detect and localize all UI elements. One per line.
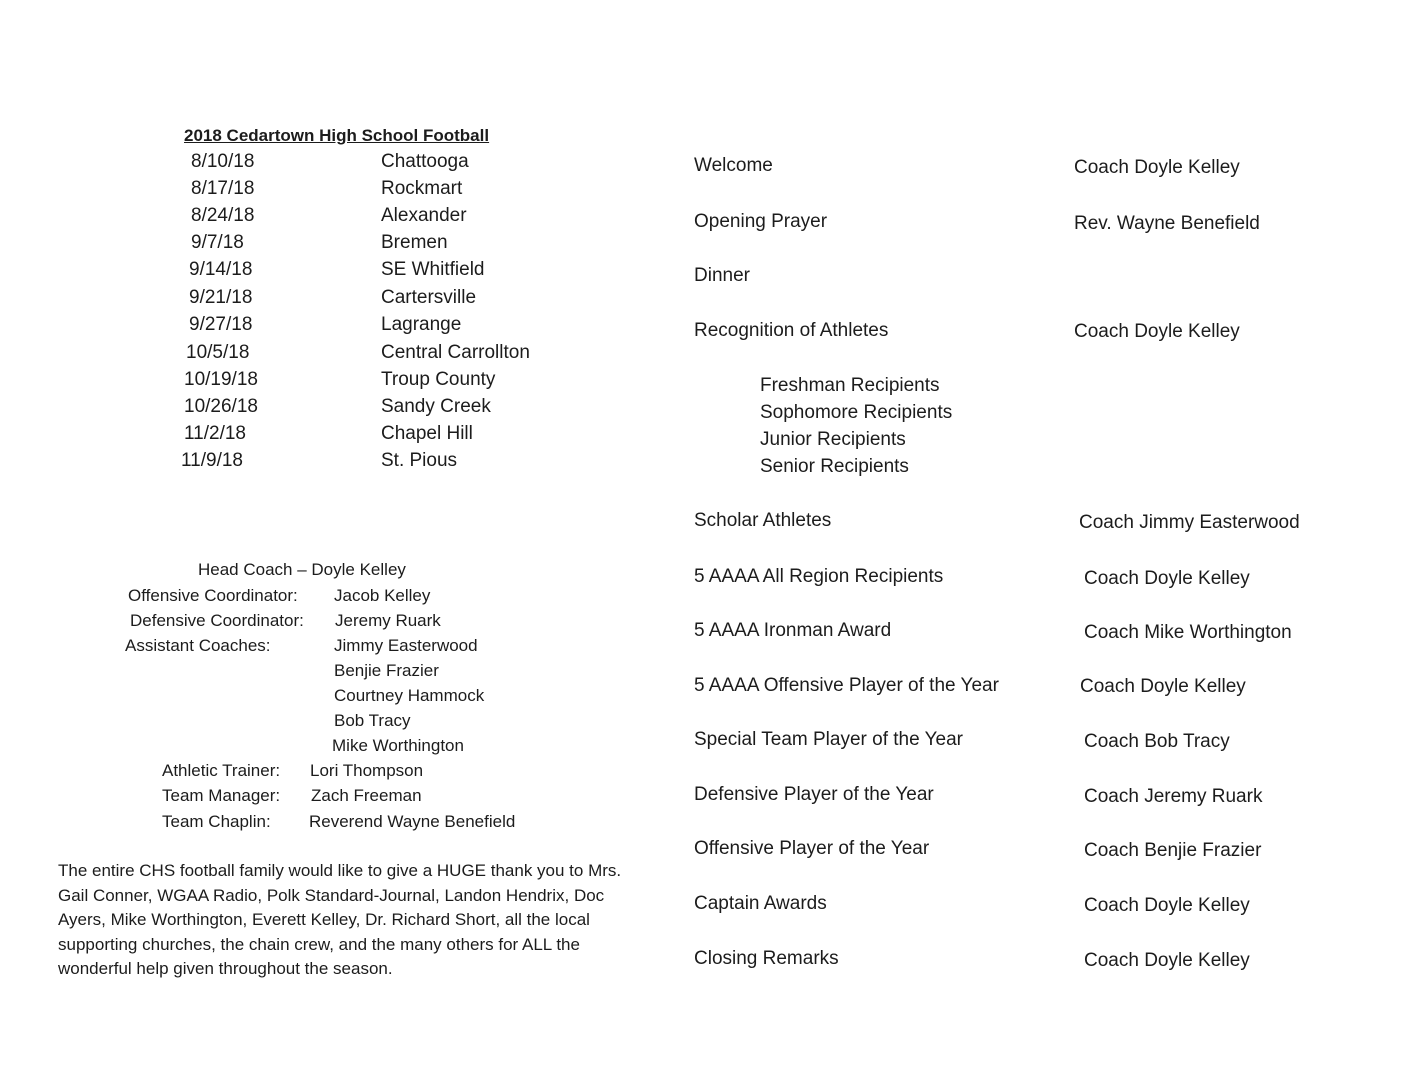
game-date: 9/7/18 — [191, 232, 244, 253]
game-opponent: Alexander — [381, 205, 467, 226]
program-presenter: Rev. Wayne Benefield — [1074, 213, 1260, 234]
program-event: Scholar Athletes — [694, 510, 832, 531]
game-opponent: Bremen — [381, 232, 448, 253]
team-chaplin: Reverend Wayne Benefield — [309, 812, 516, 831]
program-event: Recognition of Athletes — [694, 320, 889, 341]
game-date: 9/14/18 — [189, 259, 253, 280]
recognition-group: Senior Recipients — [760, 456, 909, 477]
program-event: Defensive Player of the Year — [694, 784, 934, 805]
program-event: Closing Remarks — [694, 948, 839, 969]
offensive-coordinator: Jacob Kelley — [334, 586, 431, 605]
team-manager-label: Team Manager: — [162, 786, 281, 805]
program-presenter: Coach Benjie Frazier — [1084, 840, 1262, 861]
program-presenter: Coach Bob Tracy — [1084, 731, 1230, 752]
program-event: Welcome — [694, 155, 773, 176]
program-presenter: Coach Doyle Kelley — [1080, 676, 1246, 697]
game-opponent: Troup County — [381, 369, 496, 390]
assistant-coach: Bob Tracy — [334, 711, 411, 730]
game-date: 10/19/18 — [184, 369, 258, 390]
game-opponent: Rockmart — [381, 178, 463, 199]
program-event: Captain Awards — [694, 893, 827, 914]
assistant-coaches-label: Assistant Coaches: — [125, 636, 271, 655]
game-date: 8/24/18 — [191, 205, 255, 226]
defensive-coordinator: Jeremy Ruark — [335, 611, 441, 630]
program-presenter: Coach Doyle Kelley — [1074, 157, 1240, 178]
recognition-group: Freshman Recipients — [760, 375, 940, 396]
game-opponent: Central Carrollton — [381, 342, 530, 363]
game-date: 11/2/18 — [184, 423, 246, 444]
team-manager: Zach Freeman — [311, 786, 422, 805]
game-opponent: Cartersville — [381, 287, 477, 308]
program-presenter: Coach Jeremy Ruark — [1084, 786, 1263, 807]
program-event: Opening Prayer — [694, 211, 828, 232]
program-presenter: Coach Doyle Kelley — [1084, 568, 1250, 589]
program-presenter: Coach Doyle Kelley — [1084, 950, 1250, 971]
athletic-trainer-label: Athletic Trainer: — [162, 761, 281, 780]
game-date: 9/27/18 — [189, 314, 253, 335]
game-date: 10/5/18 — [186, 342, 250, 363]
game-opponent: Chapel Hill — [381, 423, 473, 444]
program-presenter: Coach Doyle Kelley — [1074, 321, 1240, 342]
game-opponent: Lagrange — [381, 314, 462, 335]
program-event: 5 AAAA Offensive Player of the Year — [694, 675, 999, 696]
game-date: 8/17/18 — [191, 178, 255, 199]
program-event: Special Team Player of the Year — [694, 729, 963, 750]
defensive-coordinator-label: Defensive Coordinator: — [130, 611, 304, 630]
game-opponent: SE Whitfield — [381, 259, 485, 280]
game-date: 11/9/18 — [181, 450, 243, 471]
program-event: Dinner — [694, 265, 750, 286]
game-opponent: St. Pious — [381, 450, 458, 471]
game-date: 8/10/18 — [191, 151, 255, 172]
schedule-title: 2018 Cedartown High School Football — [184, 126, 490, 145]
assistant-coach: Benjie Frazier — [334, 661, 439, 680]
assistant-coach: Courtney Hammock — [334, 686, 485, 705]
recognition-group: Junior Recipients — [760, 429, 906, 450]
offensive-coordinator-label: Offensive Coordinator: — [128, 586, 298, 605]
thank-you-note: The entire CHS football family would like to give a HUGE thank you to Mrs. Gail Conner, WGAA Radio, Polk Standard-Journal, Landon Hendrix, Doc Ayers, Mike Worthington, Everett Kelley, Dr. Richard Short, all the local supporting churches, the chain crew, and the many others for ALL the wonderful help given throughout the season. — [58, 861, 622, 979]
assistant-coach: Jimmy Easterwood — [334, 636, 478, 655]
program-presenter: Coach Mike Worthington — [1084, 622, 1292, 643]
athletic-trainer: Lori Thompson — [310, 761, 424, 780]
head-coach: Head Coach – Doyle Kelley — [198, 560, 406, 579]
recognition-group: Sophomore Recipients — [760, 402, 953, 423]
program-presenter: Coach Jimmy Easterwood — [1079, 512, 1300, 533]
program-event: 5 AAAA All Region Recipients — [694, 566, 944, 587]
program-event: Offensive Player of the Year — [694, 838, 930, 859]
game-opponent: Chattooga — [381, 151, 469, 172]
team-chaplin-label: Team Chaplin: — [162, 812, 271, 831]
game-opponent: Sandy Creek — [381, 396, 491, 417]
game-date: 9/21/18 — [189, 287, 253, 308]
assistant-coach: Mike Worthington — [332, 736, 464, 755]
program-event: 5 AAAA Ironman Award — [694, 620, 892, 641]
game-date: 10/26/18 — [184, 396, 258, 417]
program-presenter: Coach Doyle Kelley — [1084, 895, 1250, 916]
